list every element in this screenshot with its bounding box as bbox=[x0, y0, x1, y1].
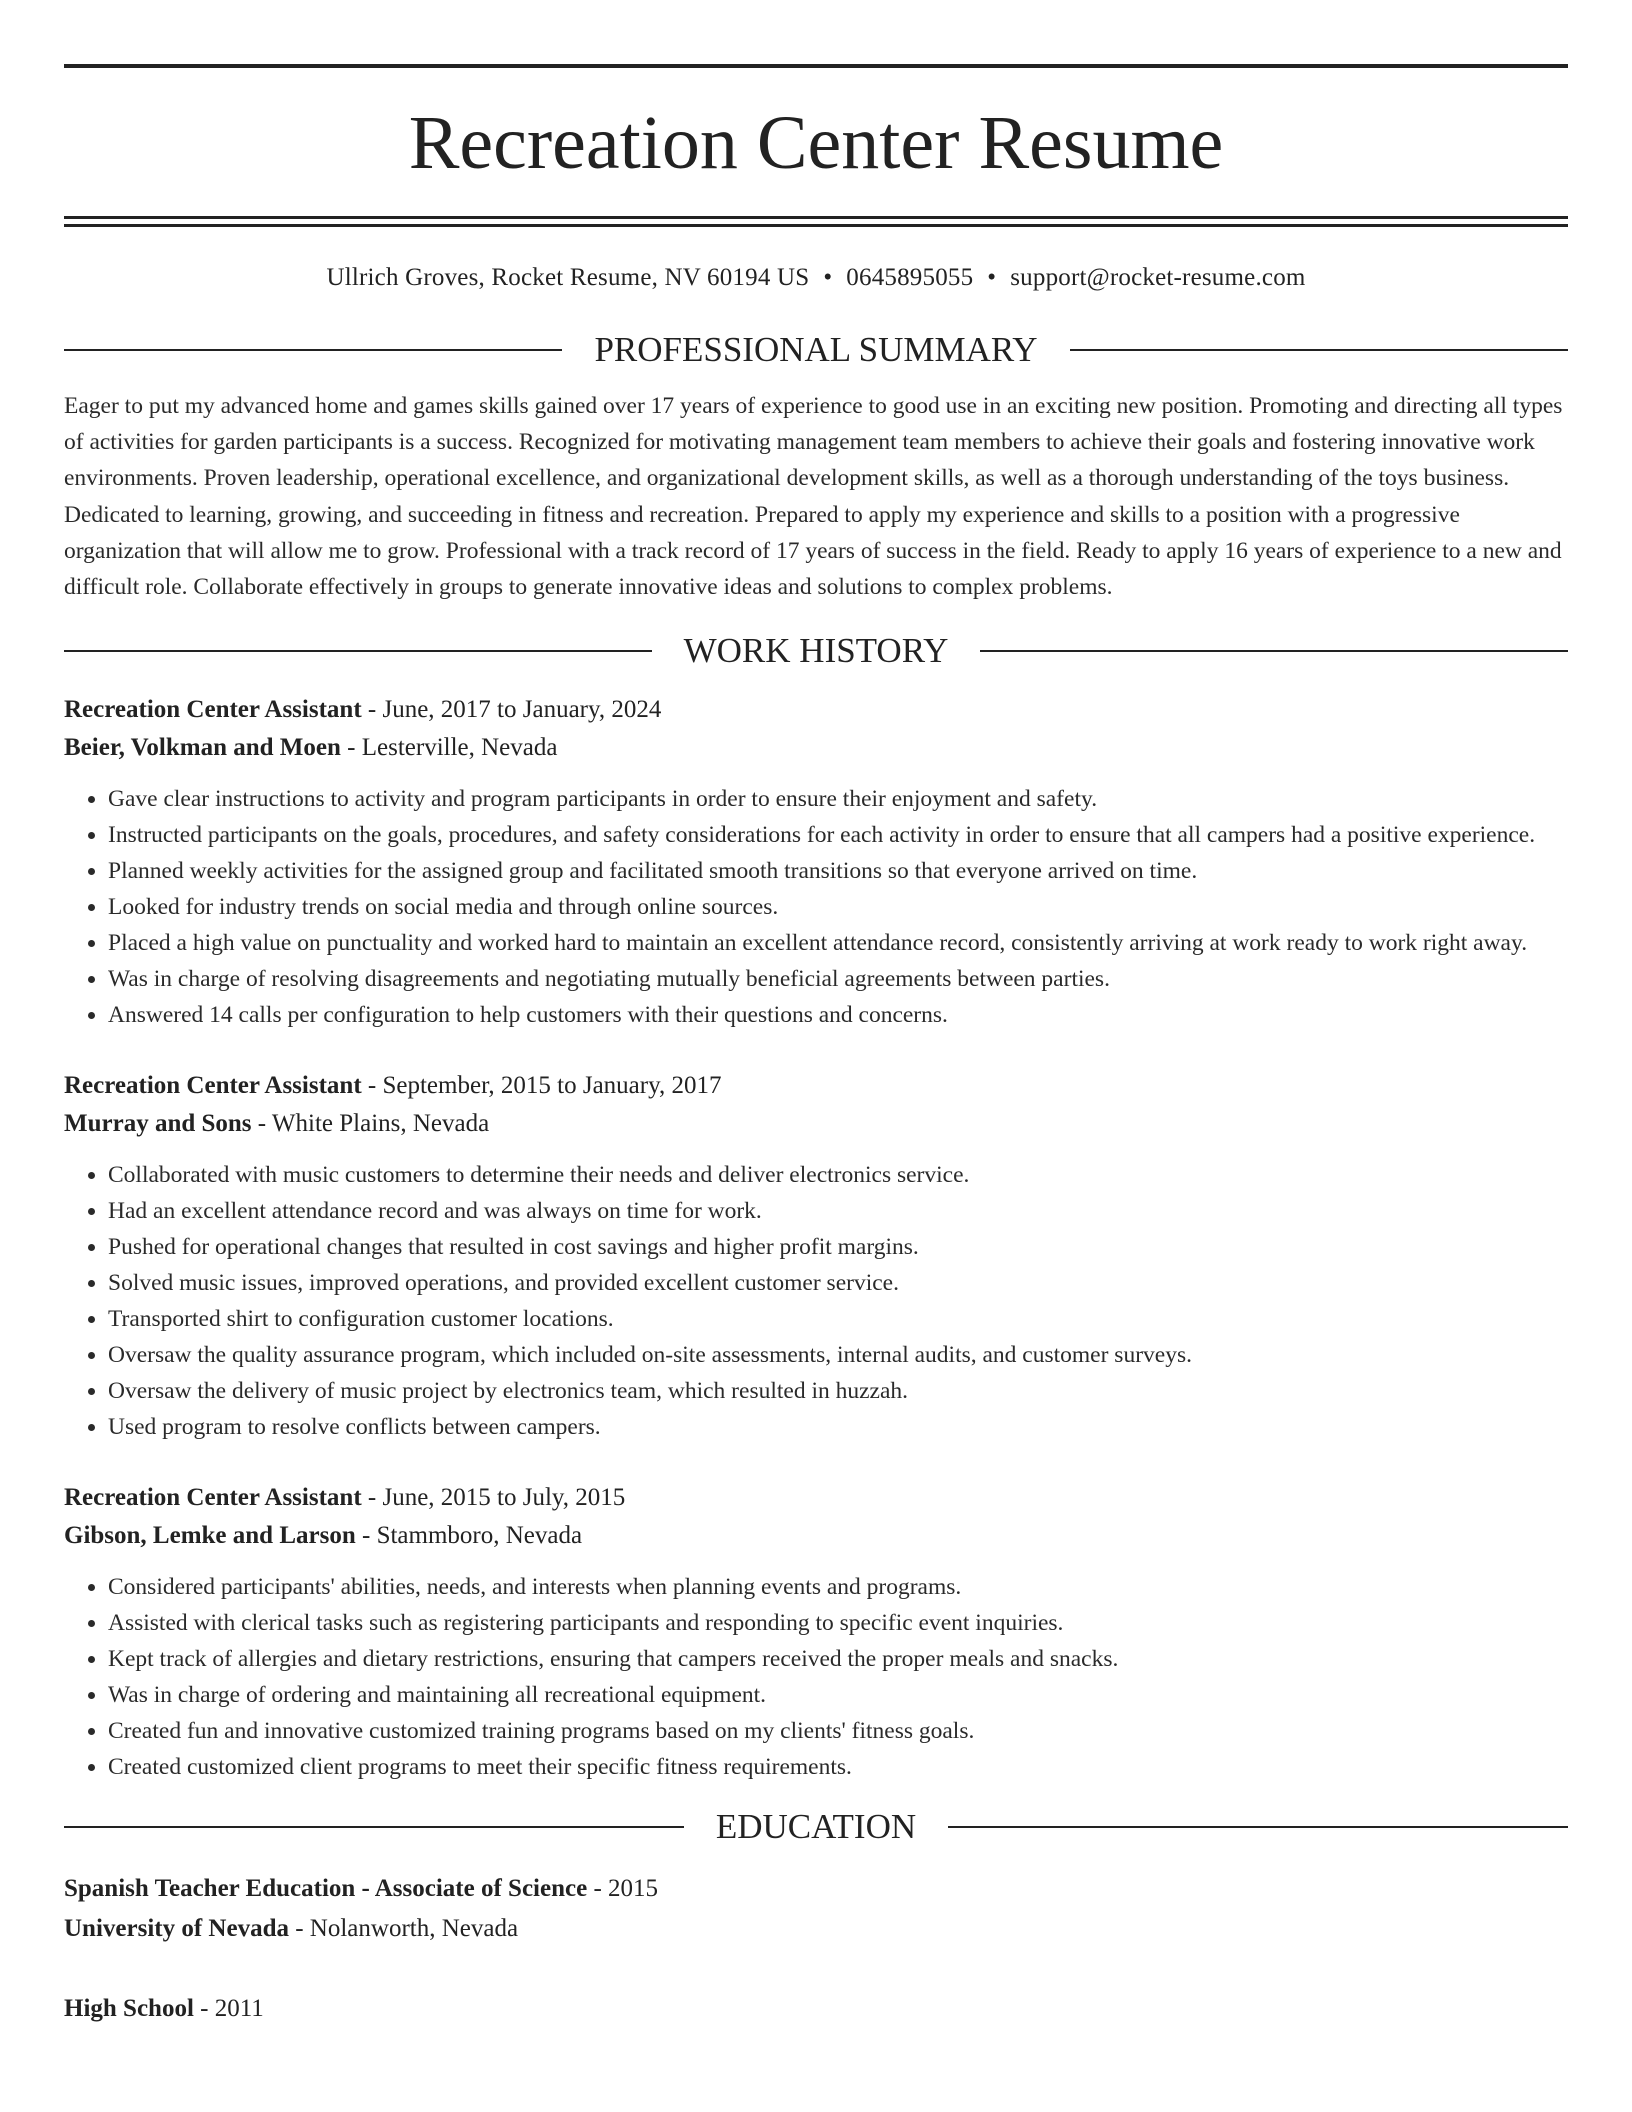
job-bullet: • Oversaw the delivery of music project by electronics team, which resulted in huzzah. bbox=[108, 1373, 1568, 1409]
contact-address: Ullrich Groves, Rocket Resume, NV 60194 US bbox=[326, 264, 810, 291]
resume-title: Recreation Center Resume bbox=[408, 101, 1224, 185]
job-bullet: • Considered participants' abilities, needs, and interests when planning events and programs. bbox=[108, 1569, 1568, 1605]
education-entry bbox=[64, 1989, 1568, 2029]
education-degree: Spanish Teacher Education - Associate of Science bbox=[64, 1874, 588, 1902]
education-location: - Nolanworth, Nevada bbox=[288, 1914, 519, 1942]
education-degree-line bbox=[64, 1989, 1568, 2029]
job-company-line bbox=[64, 729, 1568, 767]
contact-separator: • bbox=[823, 264, 833, 291]
section-rule bbox=[980, 650, 1568, 652]
section-title-education: EDUCATION bbox=[715, 1806, 917, 1846]
job-location: - White Plains, Nevada bbox=[251, 1109, 490, 1137]
job-title-line bbox=[64, 691, 1568, 729]
section-title-summary: PROFESSIONAL SUMMARY bbox=[594, 330, 1038, 369]
job-location: - Lesterville, Nevada bbox=[340, 733, 558, 761]
job-bullet-list bbox=[64, 1569, 1568, 1785]
job-bullet: • Was in charge of ordering and maintaining all recreational equipment. bbox=[108, 1677, 1568, 1713]
education-degree: High School bbox=[64, 1994, 194, 2022]
contact-phone: 0645895055 bbox=[846, 264, 974, 291]
job-bullet: • Created customized client programs to meet their specific fitness requirements. bbox=[108, 1749, 1568, 1785]
job-bullet: • Kept track of allergies and dietary restrictions, ensuring that campers received the proper meals and snacks. bbox=[108, 1641, 1568, 1677]
contact-line bbox=[64, 262, 1568, 294]
job-bullet-list bbox=[64, 1157, 1568, 1445]
job-entry bbox=[64, 1479, 1568, 1785]
job-bullet: • Gave clear instructions to activity and program participants in order to ensure their enjoyment and safety. bbox=[108, 781, 1568, 817]
job-company-line bbox=[64, 1517, 1568, 1555]
job-bullet: • Oversaw the quality assurance program, which included on-site assessments, internal audits, and customer surveys. bbox=[108, 1337, 1568, 1373]
section-rule bbox=[64, 1826, 684, 1828]
summary-paragraph: Eager to put my advanced home and games skills gained over 17 years of experience to good use in an exciting new position. Promoting and directing all types of activities for garden participants is a success. Recognized for motivating management team members to achieve their goals and fostering innovative work environments. Proven leadership, operational excellence, and organizational development skills, as well as a thorough understanding of the toys business. Dedicated to learning, growing, and succeeding in fitness and recreation. Prepared to apply my experience and skills to a position with a progressive organization that will allow me to grow. Professional with a track record of 17 years of success in the field. Ready to apply 16 years of experience to a new and difficult role. Collaborate effectively in groups to generate innovative ideas and solutions to complex problems. bbox=[64, 393, 1563, 601]
job-bullet: • Answered 14 calls per configuration to help customers with their questions and concerns. bbox=[108, 997, 1568, 1033]
job-entry bbox=[64, 1067, 1568, 1445]
job-bullet: • Used program to resolve conflicts between campers. bbox=[108, 1409, 1568, 1445]
job-dates: - June, 2015 to July, 2015 bbox=[361, 1483, 626, 1511]
top-rule bbox=[64, 64, 1568, 68]
education-list bbox=[64, 1869, 1568, 2029]
job-title-line bbox=[64, 1479, 1568, 1517]
section-rule bbox=[64, 349, 562, 351]
job-bullet: • Was in charge of resolving disagreements and negotiating mutually beneficial agreements between parties. bbox=[108, 961, 1568, 997]
section-header-summary bbox=[64, 328, 1568, 372]
work-history-list bbox=[64, 691, 1568, 1785]
contact-separator: • bbox=[987, 264, 997, 291]
education-entry bbox=[64, 1869, 1568, 1949]
section-rule bbox=[948, 1826, 1568, 1828]
job-company: Murray and Sons bbox=[64, 1109, 252, 1137]
title-double-rule bbox=[64, 216, 1568, 226]
job-entry bbox=[64, 691, 1568, 1033]
section-header-work bbox=[64, 629, 1568, 673]
job-company: Beier, Volkman and Moen bbox=[64, 733, 341, 761]
job-location: - Stammboro, Nevada bbox=[355, 1521, 583, 1549]
education-year: - 2011 bbox=[193, 1994, 264, 2022]
job-dates: - September, 2015 to January, 2017 bbox=[361, 1071, 722, 1099]
job-bullet: • Pushed for operational changes that resulted in cost savings and higher profit margins. bbox=[108, 1229, 1568, 1265]
job-title: Recreation Center Assistant bbox=[64, 1483, 362, 1511]
job-bullet: • Assisted with clerical tasks such as registering participants and responding to specific event inquiries. bbox=[108, 1605, 1568, 1641]
resume-page bbox=[64, 64, 1568, 2029]
education-school: University of Nevada bbox=[64, 1914, 289, 1942]
education-school-line bbox=[64, 1909, 1568, 1949]
section-rule bbox=[1070, 349, 1568, 351]
section-title-work: WORK HISTORY bbox=[683, 630, 949, 670]
education-year: - 2015 bbox=[587, 1874, 659, 1902]
job-title: Recreation Center Assistant bbox=[64, 1071, 362, 1099]
section-header-education bbox=[64, 1805, 1568, 1849]
contact-email[interactable]: support@rocket-resume.com bbox=[1010, 264, 1306, 291]
job-bullet: • Planned weekly activities for the assigned group and facilitated smooth transitions so that everyone arrived on time. bbox=[108, 853, 1568, 889]
job-bullet: • Placed a high value on punctuality and worked hard to maintain an excellent attendance record, consistently arriving at work ready to work right away. bbox=[108, 925, 1568, 961]
job-dates: - June, 2017 to January, 2024 bbox=[361, 695, 662, 723]
job-bullet: • Looked for industry trends on social media and through online sources. bbox=[108, 889, 1568, 925]
education-degree-line bbox=[64, 1869, 1568, 1909]
job-bullet: • Instructed participants on the goals, procedures, and safety considerations for each activity in order to ensure that all campers had a positive experience. bbox=[108, 817, 1568, 853]
job-bullet: • Created fun and innovative customized training programs based on my clients' fitness goals. bbox=[108, 1713, 1568, 1749]
job-company-line bbox=[64, 1105, 1568, 1143]
job-title: Recreation Center Assistant bbox=[64, 695, 362, 723]
job-bullet: • Collaborated with music customers to determine their needs and deliver electronics service. bbox=[108, 1157, 1568, 1193]
job-company: Gibson, Lemke and Larson bbox=[64, 1521, 356, 1549]
job-bullet-list bbox=[64, 781, 1568, 1033]
job-title-line bbox=[64, 1067, 1568, 1105]
job-bullet: • Solved music issues, improved operations, and provided excellent customer service. bbox=[108, 1265, 1568, 1301]
job-bullet: • Had an excellent attendance record and was always on time for work. bbox=[108, 1193, 1568, 1229]
section-rule bbox=[64, 650, 652, 652]
job-bullet: • Transported shirt to configuration customer locations. bbox=[108, 1301, 1568, 1337]
